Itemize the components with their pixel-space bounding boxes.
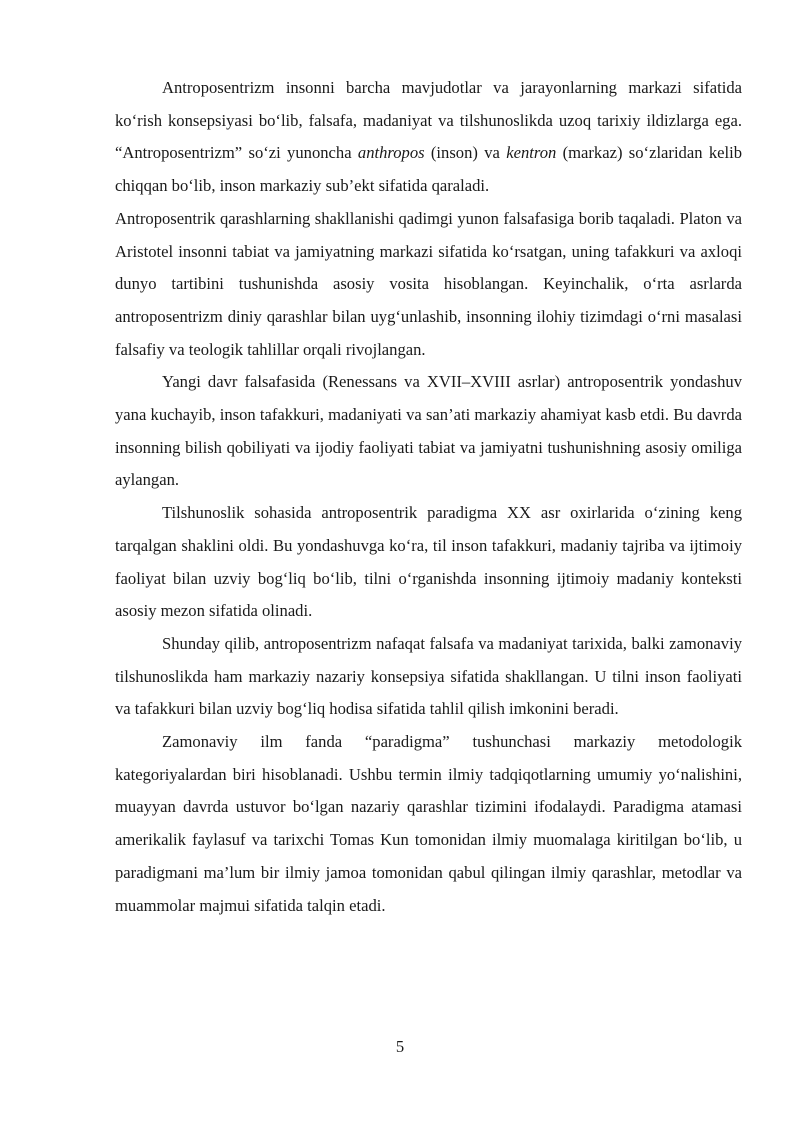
paragraph-6 (115, 726, 742, 922)
paragraph-1-text-2: (inson) va (424, 143, 507, 163)
term-kentron: kentron (506, 143, 557, 163)
paragraph-3-text: Yangi davr falsafasida (Renessans va XVII–XVIII asrlar) antroposentrik yondashuv yana kuchayib, inson tafakkuri, madaniyati va san’ati markaziy ahamiyat kasb etdi. Bu davrda insonning bilish qobiliyati va ijodiy faoliyati tabiat va jamiyatni tushunishning asosiy omiliga aylangan. (115, 372, 742, 490)
paragraph-2 (115, 203, 742, 367)
paragraph-4-text: Tilshunoslik sohasida antroposentrik paradigma XX asr oxirlarida o‘zining keng tarqalgan shaklini oldi. Bu yondashuvga ko‘ra, til inson tafakkuri, madaniy tajriba va ijtimoiy faoliyat bilan uzviy bog‘liq bo‘lib, tilni o‘rganishda insonning ijtimoiy madaniy konteksti asosiy mezon sifatida olinadi. (115, 503, 742, 621)
paragraph-1 (115, 72, 742, 203)
paragraph-3 (115, 366, 742, 497)
paragraph-5-text: Shunday qilib, antroposentrizm nafaqat falsafa va madaniyat tarixida, balki zamonaviy tilshunoslikda ham markaziy nazariy konsepsiya sifatida shakllangan. U tilni inson faoliyati va tafakkuri bilan uzviy bog‘liq hodisa sifatida tahlil qilish imkonini beradi. (115, 633, 742, 719)
paragraph-4 (115, 497, 742, 628)
paragraph-6-text: Zamonaviy ilm fanda “paradigma” tushunchasi markaziy metodologik kategoriyalardan biri hisoblanadi. Ushbu termin ilmiy tadqiqotlarning umumiy yo‘nalishini, muayyan davrda ustuvor bo‘lgan nazariy qarashlar tizimini ifodalaydi. Paradigma atamasi amerikalik faylasuf va tarixchi Tomas Kun tomonidan ilmiy muomalaga kiritilgan bo‘lib, u paradigmani ma’lum bir ilmiy jamoa tomonidan qabul qilingan ilmiy qarashlar, metodlar va muammolar majmui sifatida talqin etadi. (115, 732, 742, 915)
paragraph-1-text-1: Antroposentrizm insonni barcha mavjudotlar va jarayonlarning markazi sifatida ko‘rish konsepsiyasi bo‘lib, falsafa, madaniyat va tilshunoslikda uzoq tarixiy ildizlarga ega. “Antroposentrizm” so‘zi yunoncha (115, 78, 742, 163)
paragraph-1-text-3: (markaz) so‘zlaridan kelib chiqqan bo‘lib, inson markaziy sub’ekt sifatida qaraladi. (115, 143, 743, 196)
paragraph-5 (115, 628, 742, 726)
document-body (115, 72, 742, 922)
term-anthropos: anthropos (357, 143, 425, 163)
paragraph-2-text: Antroposentrik qarashlarning shakllanishi qadimgi yunon falsafasiga borib taqaladi. Platon va Aristotel insonni tabiat va jamiyatning markazi sifatida ko‘rsatgan, uning tafakkuri va axloqi dunyo tartibini tushunishda asosiy vosita hisoblangan. Keyinchalik, o‘rta asrlarda antroposentrizm diniy qarashlar bilan uyg‘unlashib, insonning ilohiy tizimdagi o‘rni masalasi falsafiy va teologik tahlillar orqali rivojlangan. (115, 208, 742, 359)
page-number: 5 (395, 1037, 405, 1056)
